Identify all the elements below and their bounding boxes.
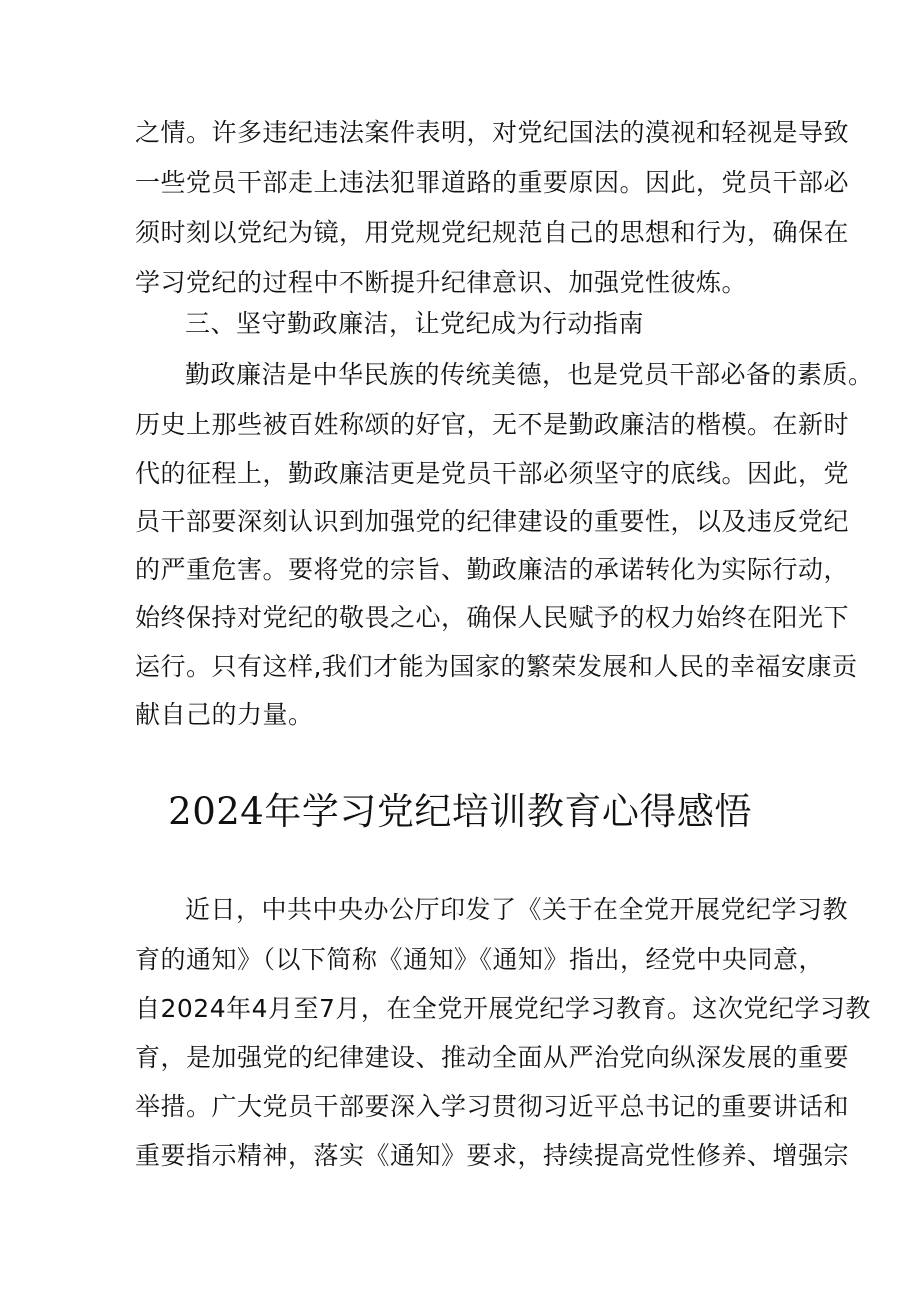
paragraph-line: 员干部要深刻认识到加强党的纪律建设的重要性，以及违反党纪 [135, 507, 850, 536]
paragraph-line: 勤政廉洁是中华民族的传统美德，也是党员干部必备的素质。 [185, 360, 874, 389]
section-heading: 三、坚守勤政廉洁，让党纪成为行动指南 [185, 309, 645, 338]
paragraph-line: 学习党纪的过程中不断提升纪律意识、加强党性彼炼。 [135, 268, 748, 297]
paragraph-line: 历史上那些被百姓称颂的好官，无不是勤政廉洁的楷模。在新时 [135, 410, 850, 439]
paragraph-line: 之情。许多违纪违法案件表明，对党纪国法的漠视和轻视是导致 [135, 118, 850, 147]
paragraph-line: 代的征程上，勤政廉洁更是党员干部必须坚守的底线。因此，党 [135, 459, 850, 488]
paragraph-line: 自2024年4月至7月，在全党开展党纪学习教育。这次党纪学习教 [135, 994, 871, 1023]
paragraph-line: 献自己的力量。 [135, 700, 314, 729]
article-title: 2024年学习党纪培训教育心得感悟 [168, 790, 752, 833]
paragraph-line: 的严重危害。要将党的宗旨、勤政廉洁的承诺转化为实际行动， [135, 555, 850, 584]
paragraph-line: 育的通知》（以下简称《通知》《通知》指出，经党中央同意， [135, 945, 825, 974]
paragraph-line: 须时刻以党纪为镜，用党规党纪规范自己的思想和行为，确保在 [135, 218, 850, 247]
paragraph-line: 始终保持对党纪的敬畏之心，确保人民赋予的权力始终在阳光下 [135, 603, 850, 632]
paragraph-line: 近日，中共中央办公厅印发了《关于在全党开展党纪学习教 [185, 895, 849, 924]
paragraph-line: 育，是加强党的纪律建设、推动全面从严治党向纵深发展的重要 [135, 1043, 850, 1072]
paragraph-line: 重要指示精神，落实《通知》要求，持续提高党性修养、增强宗 [135, 1141, 850, 1170]
paragraph-line: 一些党员干部走上违法犯罪道路的重要原因。因此，党员干部必 [135, 168, 850, 197]
paragraph-line: 举措。广大党员干部要深入学习贯彻习近平总书记的重要讲话和 [135, 1092, 850, 1121]
paragraph-line: 运行。只有这样,我们才能为国家的繁荣发展和人民的幸福安康贡 [135, 652, 858, 681]
